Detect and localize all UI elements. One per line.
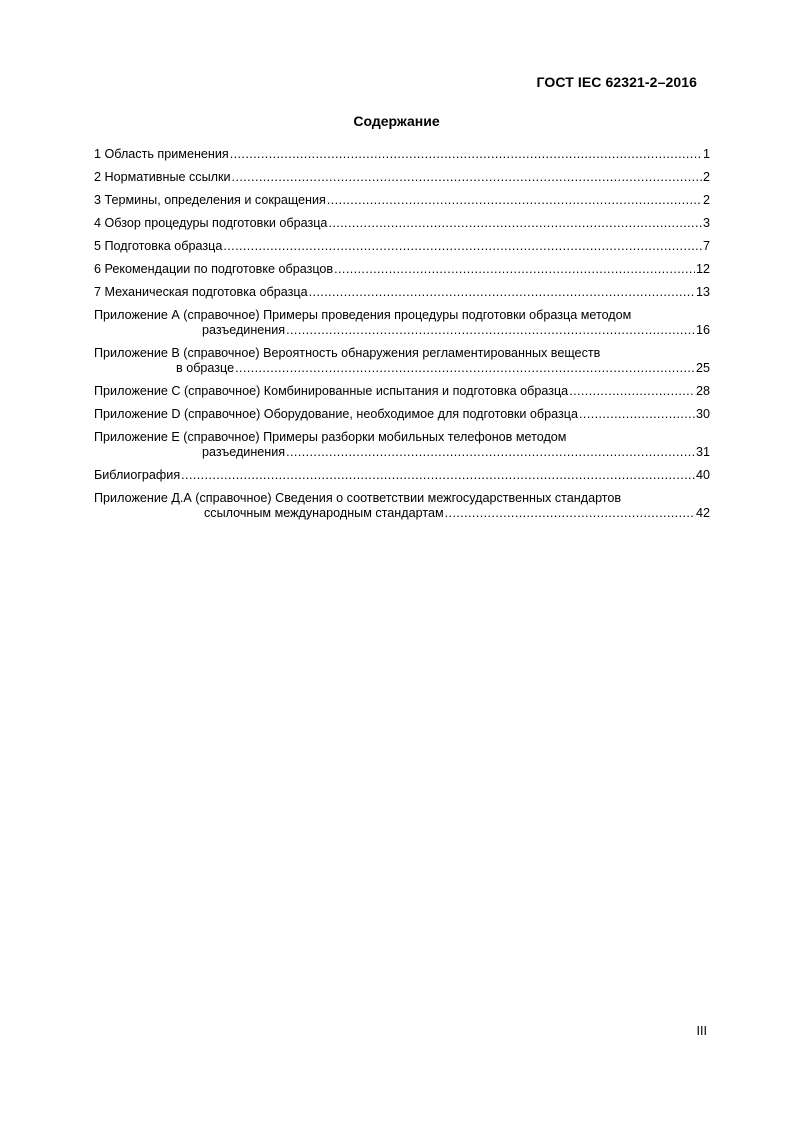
toc-entry-label-continued: разъединения [202,445,286,459]
toc-entry-annex-c[interactable] [94,384,710,399]
toc-entry-page: 7 [702,239,710,253]
toc-entry-annex-da[interactable] [94,491,710,521]
toc-entry-page: 2 [702,193,710,207]
dot-leader [334,262,695,277]
toc-entry-label-continued: в образце [176,361,235,375]
dot-leader [286,323,695,338]
toc-entry-mechanical-preparation[interactable] [94,285,710,300]
toc-entry-page: 16 [695,323,710,337]
toc-entry-annex-d[interactable] [94,407,710,422]
toc-entry-label: 3 Термины, определения и сокращения [94,193,326,207]
toc-entry-label: Приложение Д.А (справочное) Сведения о соответствии межгосударственных стандартов [94,491,622,505]
toc-entry-label-continued: разъединения [202,323,286,337]
toc-entry-page: 31 [695,445,710,459]
toc-entry-label: 5 Подготовка образца [94,239,223,253]
dot-leader [286,445,695,460]
toc-entry-procedure-overview[interactable] [94,216,710,231]
dot-leader [223,239,702,254]
dot-leader [235,361,695,376]
toc-entry-label: Библиография [94,468,181,482]
dot-leader [328,216,702,231]
toc-entry-annex-a[interactable] [94,308,710,338]
table-of-contents [94,147,710,521]
toc-entry-label: Приложение D (справочное) Оборудование, необходимое для подготовки образца [94,407,579,421]
dot-leader [445,506,695,521]
toc-entry-label: 4 Обзор процедуры подготовки образца [94,216,328,230]
toc-entry-label: Приложение Е (справочное) Примеры разборки мобильных телефонов методом [94,430,567,444]
toc-entry-bibliography[interactable] [94,468,710,483]
dot-leader [327,193,702,208]
toc-entry-page: 30 [695,407,710,421]
toc-entry-label-continued: ссылочным международным стандартам [204,506,444,520]
toc-entry-label: Приложение А (справочное) Примеры проведения процедуры подготовки образца методом [94,308,632,322]
dot-leader [569,384,695,399]
toc-entry-recommendations[interactable] [94,262,710,277]
toc-entry-page: 2 [702,170,710,184]
toc-entry-label: 6 Рекомендации по подготовке образцов [94,262,334,276]
toc-entry-scope[interactable] [94,147,710,162]
toc-entry-label: 7 Механическая подготовка образца [94,285,308,299]
toc-title: Содержание [353,113,440,129]
document-standard-id: ГОСТ IEC 62321-2–2016 [536,74,697,90]
toc-entry-label: 1 Область применения [94,147,229,161]
page-number: III [696,1024,707,1038]
toc-entry-annex-e[interactable] [94,430,710,460]
toc-entry-terms[interactable] [94,193,710,208]
dot-leader [232,170,702,185]
toc-entry-page: 25 [695,361,710,375]
toc-entry-page: 1 [702,147,710,161]
toc-entry-page: 12 [695,262,710,276]
dot-leader [230,147,702,162]
toc-entry-label: Приложение С (справочное) Комбинированные испытания и подготовка образца [94,384,569,398]
toc-entry-page: 3 [702,216,710,230]
dot-leader [309,285,695,300]
dot-leader [579,407,695,422]
toc-entry-label: Приложение В (справочное) Вероятность обнаружения регламентированных веществ [94,346,601,360]
toc-entry-page: 42 [695,506,710,520]
toc-entry-page: 13 [695,285,710,299]
toc-entry-label: 2 Нормативные ссылки [94,170,231,184]
toc-entry-annex-b[interactable] [94,346,710,376]
toc-entry-sample-preparation[interactable] [94,239,710,254]
toc-entry-normative-references[interactable] [94,170,710,185]
toc-entry-page: 40 [695,468,710,482]
dot-leader [181,468,695,483]
toc-entry-page: 28 [695,384,710,398]
